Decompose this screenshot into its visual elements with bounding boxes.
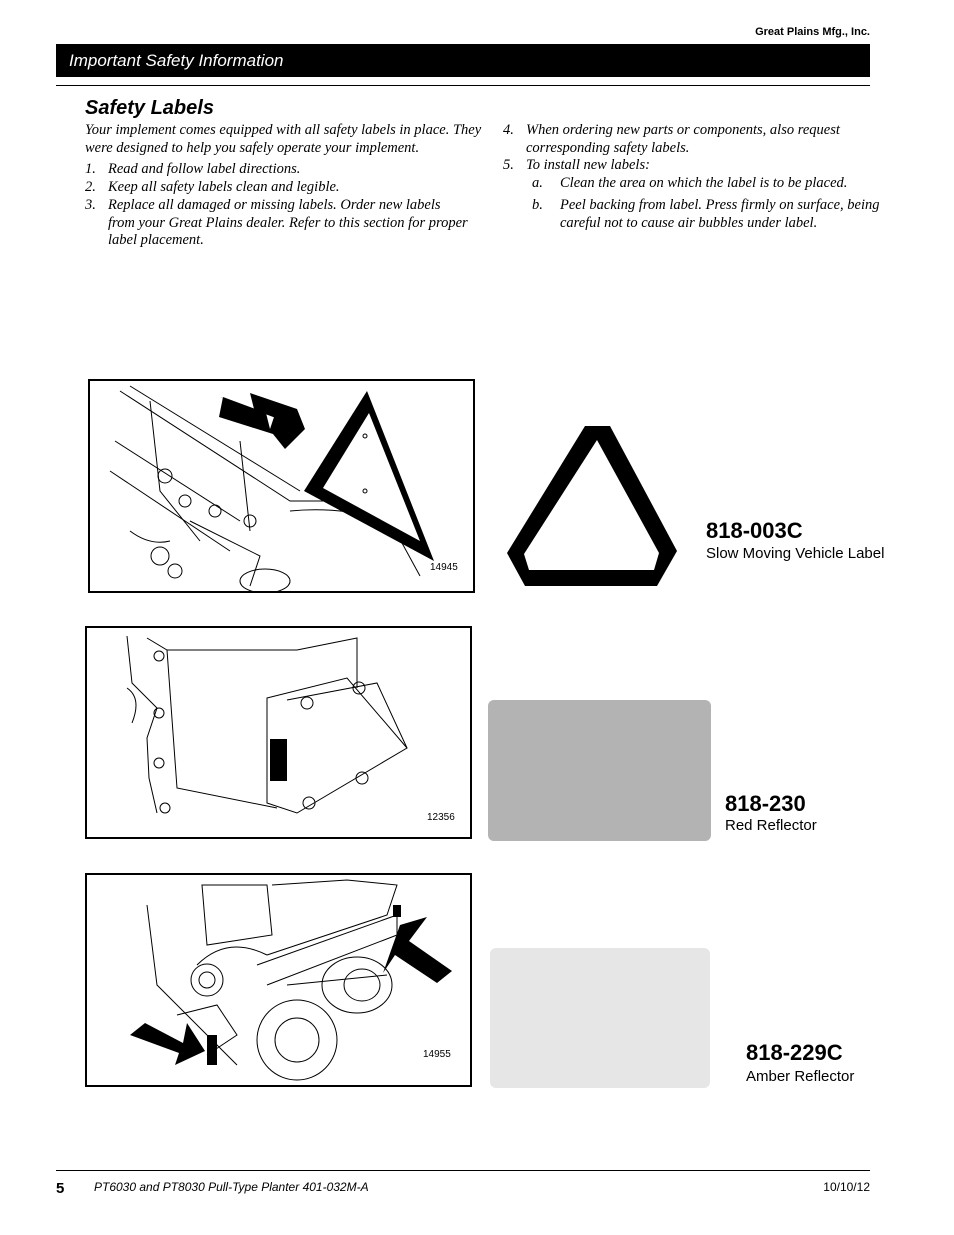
part-name-amber-reflector: Amber Reflector xyxy=(746,1068,855,1085)
list-letter: b. xyxy=(532,197,543,213)
list-number: 4. xyxy=(503,122,514,138)
figure-red-reflector-location xyxy=(85,626,472,839)
section-header-title: Important Safety Information xyxy=(69,51,284,70)
list-number: 3. xyxy=(85,197,96,213)
part-number-smv: 818-003C xyxy=(706,518,803,543)
figure-number: 14945 xyxy=(430,562,458,573)
smv-triangle-icon xyxy=(507,426,677,588)
arrow-icon xyxy=(130,1023,205,1065)
smv-location-drawing xyxy=(90,381,473,591)
steps-list-left xyxy=(85,161,485,251)
list-letter: a. xyxy=(532,175,543,191)
list-number: 5. xyxy=(503,157,514,173)
page-number: 5 xyxy=(56,1180,65,1197)
figure-number: 12356 xyxy=(427,812,455,823)
part-number-amber-reflector: 818-229C xyxy=(746,1040,843,1065)
red-reflector-swatch xyxy=(488,700,711,841)
company-name: Great Plains Mfg., Inc. xyxy=(755,26,870,38)
figure-smv-location xyxy=(88,379,475,593)
document-title: PT6030 and PT8030 Pull-Type Planter 401-032M-A xyxy=(94,1180,369,1194)
header-rule xyxy=(56,85,870,86)
list-text: When ordering new parts or components, also request corresponding safety labels. xyxy=(526,122,840,156)
list-text: Clean the area on which the label is to be placed. xyxy=(560,175,848,191)
part-number-red-reflector: 818-230 xyxy=(725,791,806,816)
list-number: 2. xyxy=(85,179,96,195)
figure-amber-reflector-location xyxy=(85,873,472,1087)
amber-reflector-swatch xyxy=(490,948,710,1088)
arrow-icon xyxy=(383,917,452,983)
page-title: Safety Labels xyxy=(85,97,214,119)
footer-rule xyxy=(56,1170,870,1171)
figure-number: 14955 xyxy=(423,1049,451,1060)
document-date: 10/10/12 xyxy=(823,1180,870,1194)
amber-reflector-drawing xyxy=(87,875,470,1085)
list-text: Peel backing from label. Press firmly on surface, being careful not to cause air bubbles under label. xyxy=(560,197,880,231)
intro-paragraph: Your implement comes equipped with all safety labels in place. They were designed to help you safely operate your implement. xyxy=(85,122,482,156)
list-text: Keep all safety labels clean and legible. xyxy=(108,179,340,195)
list-text: Replace all damaged or missing labels. Order new labels from your Great Plains dealer. Refer to this section for proper label placement. xyxy=(108,197,468,248)
red-reflector-drawing xyxy=(87,628,470,837)
part-name-smv: Slow Moving Vehicle Label xyxy=(706,545,885,562)
list-text: Read and follow label directions. xyxy=(108,161,301,177)
list-text: To install new labels: xyxy=(526,157,650,173)
part-name-red-reflector: Red Reflector xyxy=(725,817,817,834)
steps-list-right xyxy=(503,122,903,242)
list-number: 1. xyxy=(85,161,96,177)
section-header-band xyxy=(56,44,870,77)
